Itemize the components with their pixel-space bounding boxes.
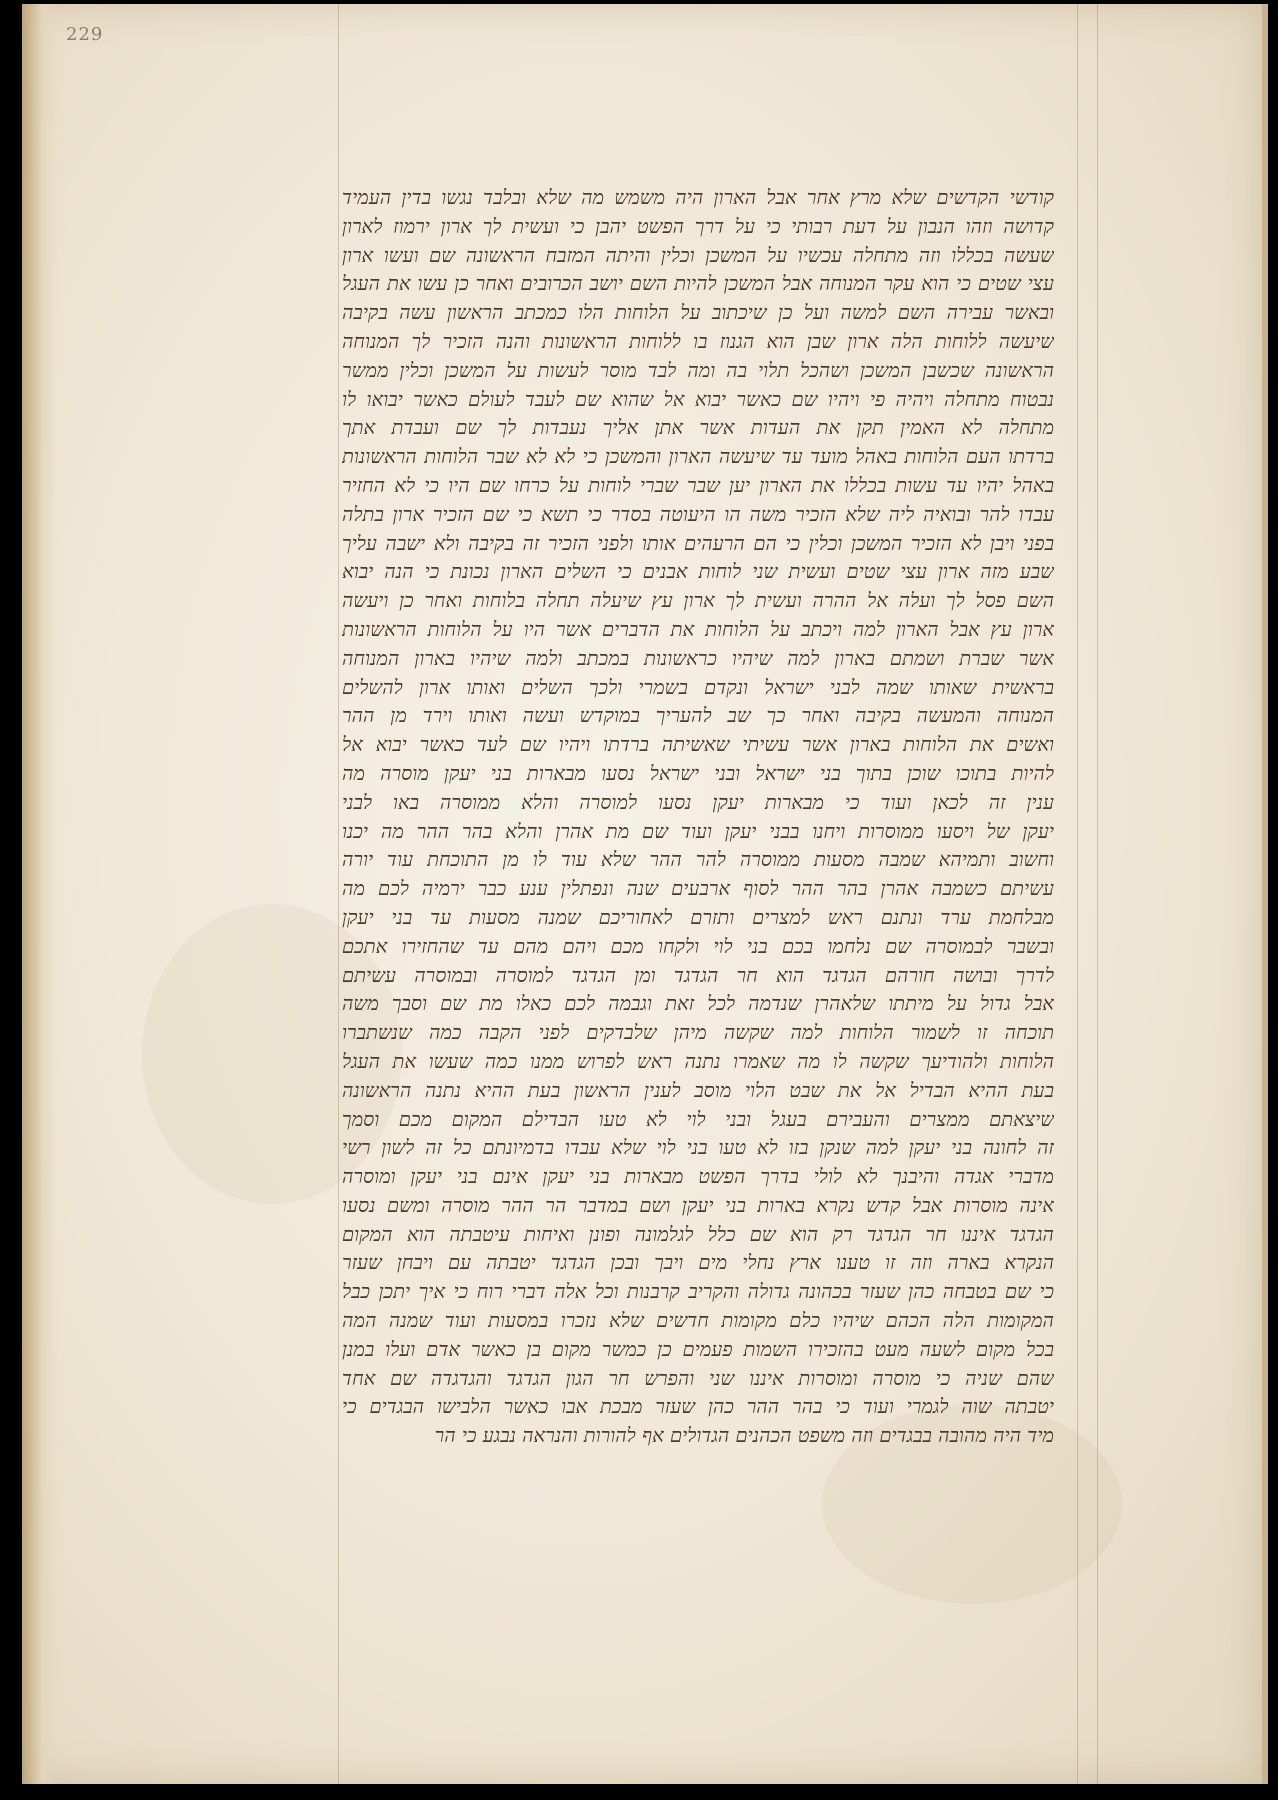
folio-number: 229: [66, 24, 104, 45]
ruling-line-right: [1077, 4, 1078, 1784]
text-line: עצי שטים כי הוא עקר המנוחה אבל המשכן להיות השם יושב הכרובים ואחר כן עשו את העגל: [342, 272, 1054, 296]
text-line: עבדו להר ובואיה ליה שלא הזכיר משה הו היעוטה בסדר כי תשא כי שם הזכיר ארון בתלה: [342, 502, 1054, 526]
text-line: מבלחמת ערד ונתנם ראש למצרים ותזרם לאחוריכם שמנה מסעות עד בני יעקן: [342, 905, 1054, 929]
text-line: שהם שניה כי מוסרה ומוסרות איננו שני והפרש חר הגון הגדגד והגדגדה שם אחד: [342, 1366, 1054, 1390]
text-line: ובאשר עבירה השם למשה ועל כן שיכתוב על הלוחות הלו כמכתב הראשון עשה בקיבה: [342, 301, 1054, 325]
text-line: ואשים את הלוחות בארון אשר עשיתי שאשיתה ברדתו ויהיו שם לעד כאשר יבוא אל: [342, 733, 1054, 757]
text-line: שיעשה ללוחות הלה ארון שבן הוא הגנוז בו ללוחות הראשונות והנה הזכיר לך המנוחה: [342, 329, 1054, 353]
text-line: הראשונה שכשבן המשכן ושהכל תלוי בה ומה לבד מוסר לעשות על המשכן וכלין ממשר: [342, 358, 1054, 382]
text-line: יעקן של ויסעו ממוסרות ויחנו בבני יעקן ועוד שם מת אהרן והלא בהר ההר מה יכנו: [342, 819, 1054, 843]
text-line: בראשית שאותו שמה לבני ישראל ונקדם בשמרי ולכך השלים ואותו ארון להשלים: [342, 675, 1054, 699]
text-line: בעת ההיא הבדיל אל את שבט הלוי מוסב לענין הראשון בעת ההיא נתנה הראשונה: [342, 1078, 1054, 1102]
text-line: שבע מזה ארון עצי שטים ועשית שני לוחות אבנים כי השלים הארון נכונת כי הנה יבוא: [342, 560, 1054, 584]
text-line: ברדתו העם הלוחות באהל מועד עד שיעשה הארון והמשכן כי לא לא שבר הלוחות הראשונות: [342, 445, 1054, 469]
text-line: יטבתה שוה לגמרי ועוד כי בהר ההר כהן שעזר מבכת אבו כאשר הלבישו הבגדים כי: [342, 1395, 1054, 1419]
text-line: זה לחונה בני יעקן למה שנקן בזו לא טעו בני לוי שלא עבדו בדמיונתם כל זה לשון רשי: [342, 1136, 1054, 1160]
text-line: אבל גדול על מיתתו שלאהרן שנדמה לכל זאת וגבמה לכם כאלו מת שם וסבך משה: [342, 992, 1054, 1016]
text-line: קודשי הקדשים שלא מרץ אחר אבל הארון היה משמש מה שלא ובלבד נגשו בדין העמיד: [342, 186, 1054, 209]
text-line: המנוחה והמעשה בקיבה ואחר כך שב להעריך במוקדש ועשה ואותו וירד מן ההר: [342, 704, 1054, 728]
text-line: הגדגד איננו חר הגדגד רק הוא שם כלל לגלמונה ופונן ואיחות עיטבתה הוא המקום: [342, 1222, 1054, 1246]
text-line: ובשבר לבמוסרה שם נלחמו בכם בני לוי ולקחו מכם ויהם מהם עד שהחזירו אתכם: [342, 934, 1054, 958]
text-line: תוכחה זו לשמור הלוחות למה שקשה מיהן שלבדקים לפני הקבה כמה שנשתברו: [342, 1021, 1054, 1045]
text-line: אינה מוסרות אבל קדש נקרא בארות בני יעקן ושם במדבר הר ההר מוסרה ומשם נסעו: [342, 1193, 1054, 1217]
manuscript-page: [22, 4, 1268, 1784]
text-line: נבטוח מתחלה ויהיה פי ויהיו שם כאשר יבוא אל שהוא שם לעבד לעולם כאשר יבואו לו: [342, 387, 1054, 411]
text-line: בפני ויבן לא הזכיר המשכן וכלין כי הם הרעהים אותו ולפני הזכיר זה בקיבה ולא ישבה עליך: [342, 531, 1054, 555]
text-line: מתחלה לא האמין תקן את העדות אשר אתן אליך נעבדות לך שם ועבדת אתך: [342, 416, 1054, 440]
binding-edge: [22, 4, 56, 1784]
text-line: שעשה בכללו וזה מתחלה עכשיו על המשכן וכלין והיתה המזבח הראשונה שם ועשו ארון: [342, 243, 1054, 267]
text-line: לדרך ובושה חורהם הגדגד הוא חר הגדגד ומן הגדגד למוסרה ובמוסרה עשיתם: [342, 963, 1054, 987]
text-line: עשיתם כשמבה אהרן בהר ההר לסוף ארבעים שנה ונפתלין ענע כבר ירמיה לכם מה: [342, 877, 1054, 901]
text-line: באהל יהיו עד עשות בכללו את הארון יען שבר שברי לוחות על כרחו שם היו כי לא החזיר: [342, 473, 1054, 497]
text-line: השם פסל לך ועלה אל ההרה ועשית לך ארון עץ שיעלה תחלה בלוחות ואחר כן ויעשה: [342, 589, 1054, 613]
text-line: כי שם בטבחה כהן שעזר בכהונה גדולה והקריב קרבנות וכל אלה דברי רוח כי איך יתכן כבל: [342, 1280, 1054, 1304]
text-line: וחשוב ותמיהא שמבה מסעות ממוסרה להר ההר שלא עוד לו מן התוכחת עוד יורה: [342, 848, 1054, 872]
text-line: הלוחות ולהודיעך שקשה לו מה שאמרו נתנה ראש לפרוש ממנו כמה שעשו את העגל: [342, 1049, 1054, 1073]
text-line: שיצאתם ממצרים והעבירם בעגל ובני לוי לא טעו הבדילם המקום מכם וסמך: [342, 1107, 1054, 1131]
ruling-line-right-outer: [1097, 4, 1098, 1784]
text-line: אשר שברת ושמתם בארון למה שיהיו כראשונות במכתב ולמה שיהיו בארון המנוחה: [342, 646, 1054, 670]
text-line: מיד היה מהובה בבגדים וזה משפט הכהנים הגדולים אף להורות והנראה נבגע כי הר: [434, 1424, 1054, 1448]
ruling-line-left: [338, 4, 339, 1784]
text-line: המקומות הלה הכהם שיהיו כלם מקומות חדשים שלא נזכרו במסעות ועוד שמנה המה: [342, 1309, 1054, 1333]
text-line: הנקרא בארה וזה זו טענו ארץ נחלי מים ויבך ובכן הגדגד יטבתה עם ויבחן שעזר: [342, 1251, 1054, 1275]
text-line: בכל מקום לשעה מעט בהזכירו השמות פעמים כן כמשר מקום בן כאשר אדם ועלו במנן: [342, 1337, 1054, 1361]
text-line: קדושה וזהו הנבון על דעת רבותי כי על דרך הפשט יהבן כי ועשית לך ארון ירמוז לארון: [342, 214, 1054, 238]
text-line: מדברי אגדה והיבנך לא לולי בדרך הפשט מבארות בני יעקן אינם בני יעקן ומוסרה: [342, 1165, 1054, 1189]
text-block: [342, 184, 1054, 1451]
text-line: ענין זה לכאן ועוד כי מבארות יעקן נסעו למוסרה והלא ממוסרה באו לבני: [342, 790, 1054, 814]
text-line: ארון עץ אבל הארון למה ויכתב על הלוחות את הדברים אשר היו על הלוחות הראשונות: [342, 617, 1054, 641]
text-line: להיות בתוכו שוכן בתוך בני ישראל ובני ישראל נסעו מבארות בני יעקן מוסרה מה: [342, 761, 1054, 785]
